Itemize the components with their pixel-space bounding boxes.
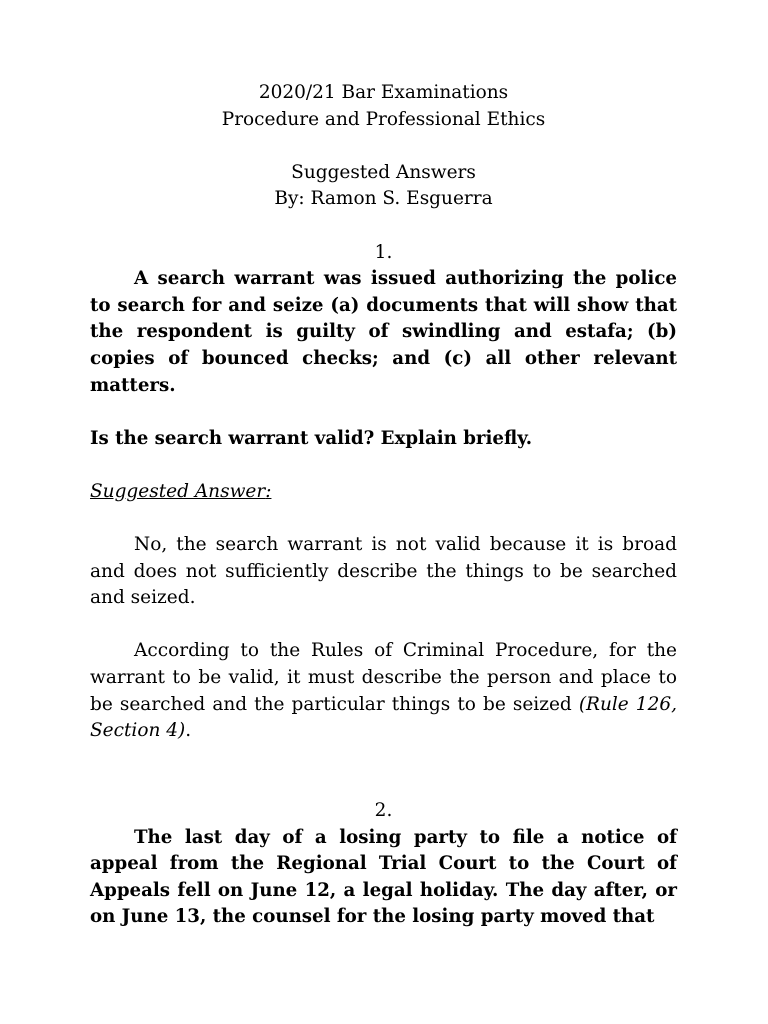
document-header [90, 80, 677, 213]
question-2 [90, 798, 677, 931]
answer-paragraph-2 [90, 638, 677, 744]
answer-paragraph-1: No, the search warrant is not valid because it is broad and does not sufficiently describe the things to be searched and seized. [90, 534, 677, 609]
question-number: 1. [374, 241, 393, 263]
document-content [90, 80, 677, 931]
question-text: A search warrant was issued authorizing the police to search for and seize (a) documents that will show that the respondent is guilty of swindling and estafa; (b) copies of bounced checks; and (c) all other relevant matters. [90, 268, 677, 396]
question-text: The last day of a losing party to file a notice of appeal from the Regional Trial Court to the Court of Appeals fell on June 12, a legal holiday. The day after, or on June 13, the counsel for the losing party moved that [90, 826, 677, 928]
document-subtitle: Suggested Answers [291, 161, 476, 183]
answer-citation: (Rule 126, Section 4) [90, 693, 678, 742]
suggested-answer-label [90, 479, 677, 506]
question-1 [90, 240, 677, 745]
question-number: 2. [374, 800, 393, 822]
exam-title: 2020/21 Bar Examinations [258, 82, 509, 103]
suggested-answer-label-text: Suggested Answer [90, 480, 266, 502]
suggested-answer-label-colon: : [265, 480, 272, 502]
answer-paragraph-2-end: . [185, 720, 192, 742]
answer-paragraph-2-text: According to the Rules of Criminal Procedure, for the warrant to be valid, it must describe the person and place to be searched and the particular things to be seized [90, 640, 677, 715]
document-author: By: Ramon S. Esguerra [274, 188, 493, 210]
question-prompt: Is the search warrant valid? Explain briefly. [90, 427, 533, 449]
exam-subject: Procedure and Professional Ethics [221, 108, 546, 130]
